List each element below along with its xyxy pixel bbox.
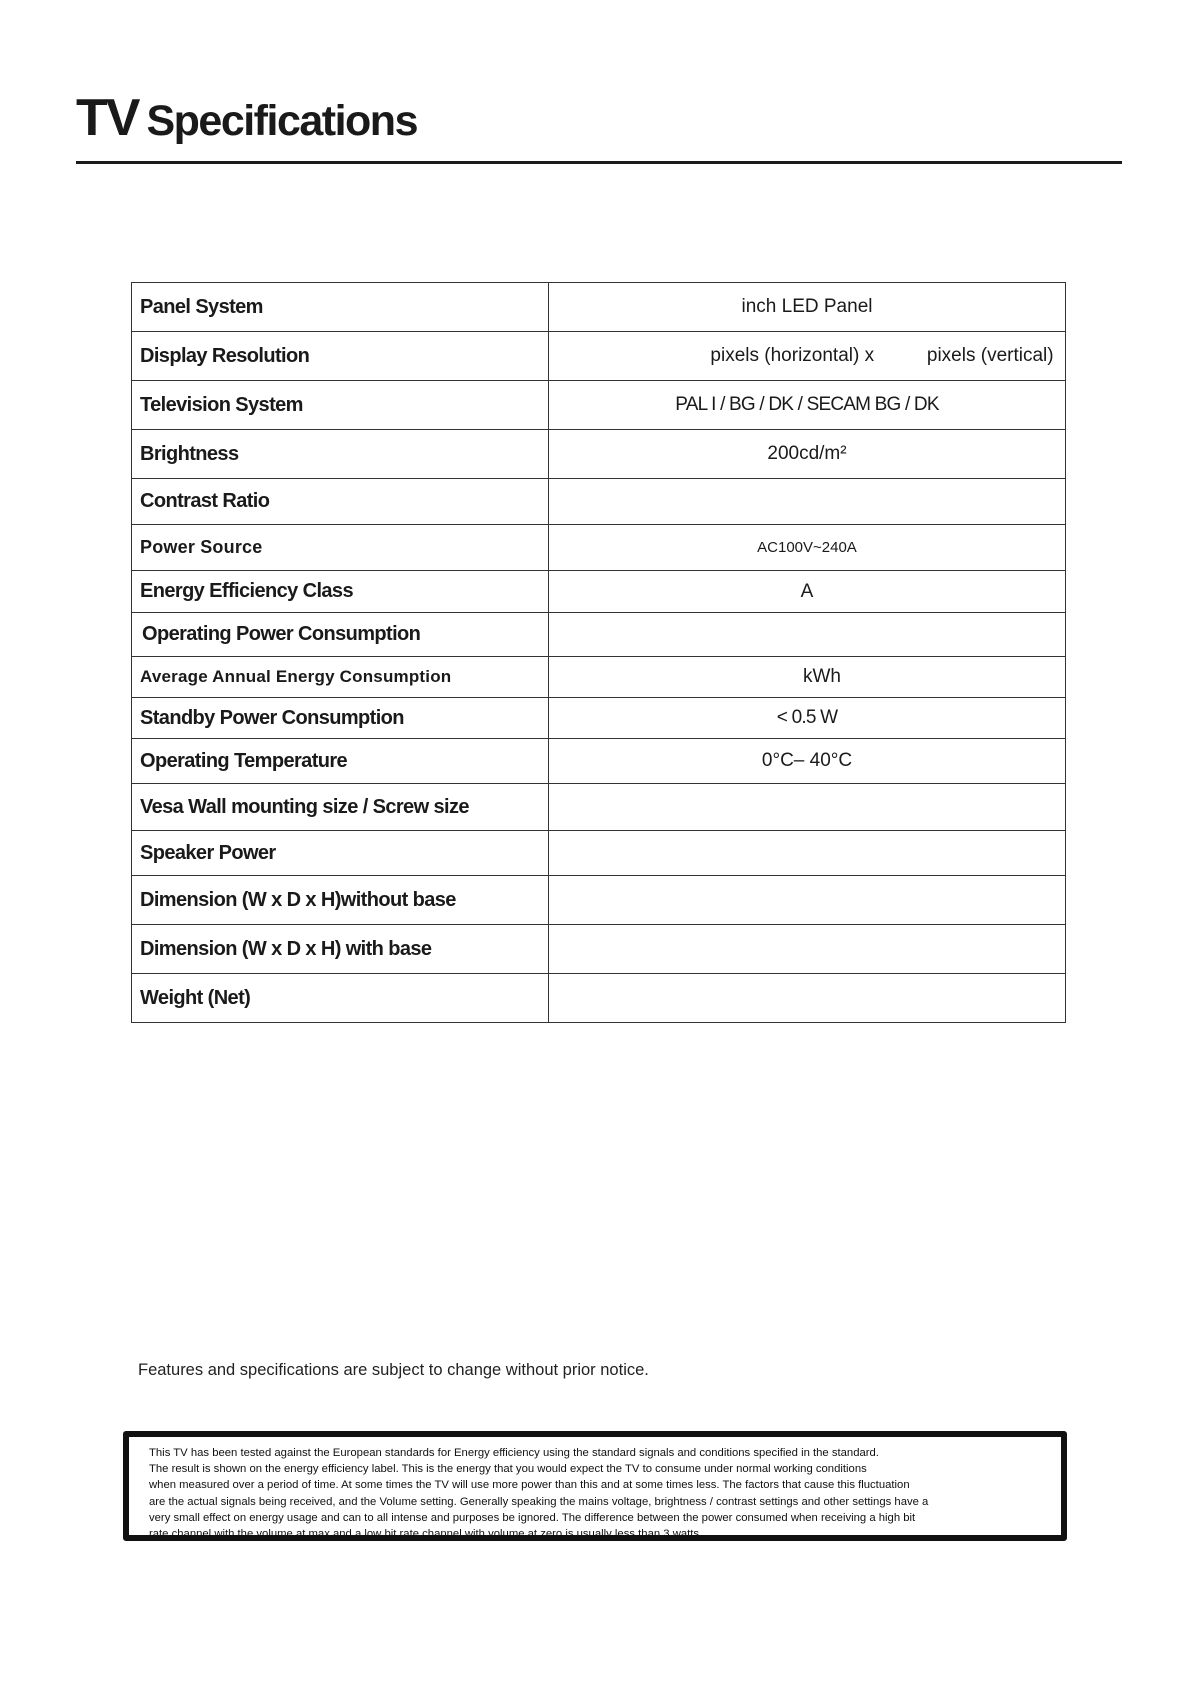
spec-label: Operating Power Consumption bbox=[132, 613, 549, 657]
spec-value: PAL I / BG / DK / SECAM BG / DK bbox=[549, 381, 1066, 430]
table-row bbox=[132, 571, 1066, 613]
energy-notice-box bbox=[123, 1431, 1067, 1541]
spec-value bbox=[549, 479, 1066, 525]
table-row bbox=[132, 698, 1066, 739]
table-row bbox=[132, 925, 1066, 974]
spec-label: Vesa Wall mounting size / Screw size bbox=[132, 784, 549, 831]
spec-value: inch LED Panel bbox=[549, 283, 1066, 332]
spec-value bbox=[549, 925, 1066, 974]
spec-label: Brightness bbox=[132, 430, 549, 479]
spec-label: Energy Efficiency Class bbox=[132, 571, 549, 613]
spec-value: < 0.5 W bbox=[549, 698, 1066, 739]
notice-line: rate channel with the volume at max and a low bit rate channel with volume at zero is usually less than 3 watts. bbox=[149, 1528, 703, 1541]
table-row bbox=[132, 479, 1066, 525]
table-row bbox=[132, 381, 1066, 430]
spec-label: Dimension (W x D x H)without base bbox=[132, 876, 549, 925]
table-row bbox=[132, 525, 1066, 571]
spec-label: Speaker Power bbox=[132, 831, 549, 876]
spec-value bbox=[549, 784, 1066, 831]
spec-label: Standby Power Consumption bbox=[132, 698, 549, 739]
table-row bbox=[132, 430, 1066, 479]
notice-line: This TV has been tested against the European standards for Energy efficiency using the standard signals and conditions specified in the standard. bbox=[149, 1447, 879, 1459]
table-row bbox=[132, 739, 1066, 784]
spec-value: pixels (horizontal) x pixels (vertical) bbox=[549, 332, 1066, 381]
spec-label: Panel System bbox=[132, 283, 549, 332]
title-divider bbox=[76, 161, 1122, 164]
spec-label: Average Annual Energy Consumption bbox=[132, 657, 549, 698]
spec-label: Display Resolution bbox=[132, 332, 549, 381]
spec-value bbox=[549, 613, 1066, 657]
table-row bbox=[132, 831, 1066, 876]
table-row bbox=[132, 613, 1066, 657]
spec-value: 0°C– 40°C bbox=[549, 739, 1066, 784]
spec-value bbox=[549, 974, 1066, 1023]
table-row bbox=[132, 784, 1066, 831]
page-title-rest: Specifications bbox=[146, 97, 417, 145]
table-row bbox=[132, 974, 1066, 1023]
spec-table bbox=[131, 282, 1066, 1023]
spec-label: Power Source bbox=[132, 525, 549, 571]
table-row bbox=[132, 657, 1066, 698]
spec-label: Operating Temperature bbox=[132, 739, 549, 784]
page-title bbox=[76, 89, 417, 147]
page-title-prefix: TV bbox=[76, 89, 139, 147]
notice-line: are the actual signals being received, and the Volume setting. Generally speaking the mains voltage, brightness / contrast settings and other settings have a bbox=[149, 1495, 929, 1508]
notice-line: The result is shown on the energy efficiency label. This is the energy that you would expect the TV to consume under normal working conditions bbox=[149, 1463, 867, 1476]
spec-value bbox=[549, 876, 1066, 925]
table-row bbox=[132, 283, 1066, 332]
table-row bbox=[132, 332, 1066, 381]
spec-label: Contrast Ratio bbox=[132, 479, 549, 525]
spec-label: Dimension (W x D x H) with base bbox=[132, 925, 549, 974]
spec-label: Weight (Net) bbox=[132, 974, 549, 1023]
spec-value: kWh bbox=[549, 657, 1066, 698]
spec-value: A bbox=[549, 571, 1066, 613]
notice-line: very small effect on energy usage and can to all intense and purposes be ignored. The difference between the power consumed when receiving a high bit bbox=[149, 1511, 916, 1524]
notice-line: when measured over a period of time. At some times the TV will use more power than this and at some times less. The factors that cause this fluctuation bbox=[149, 1479, 910, 1492]
table-row bbox=[132, 876, 1066, 925]
spec-value: 200cd/m² bbox=[549, 430, 1066, 479]
spec-label: Television System bbox=[132, 381, 549, 430]
spec-value bbox=[549, 831, 1066, 876]
footnote: Features and specifications are subject to change without prior notice. bbox=[138, 1361, 649, 1379]
spec-value: AC100V~240A bbox=[549, 525, 1066, 571]
